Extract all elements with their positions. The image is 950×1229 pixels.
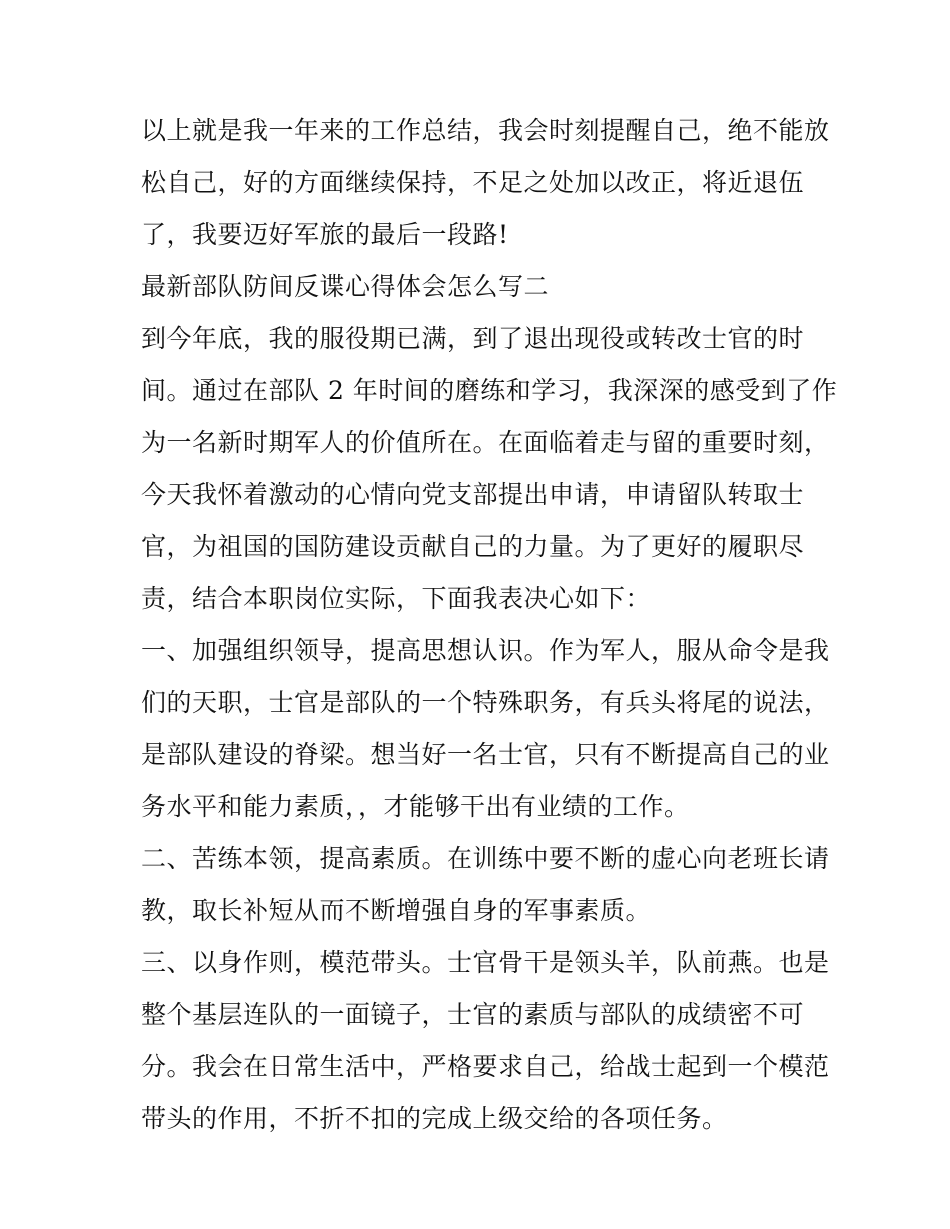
- text-line: 以上就是我一年来的工作总结，我会时刻提醒自己，绝不能放: [141, 116, 830, 145]
- text-line: 松自己，好的方面继续保持，不足之处加以改正，将近退伍: [141, 168, 805, 197]
- text-line: 带头的作用，不折不扣的完成上级交给的各项任务。: [141, 1104, 728, 1133]
- text-line: 为一名新时期军人的价值所在。在面临着走与留的重要时刻，: [141, 428, 830, 457]
- text-line: 分。我会在日常生活中，严格要求自己，给战士起到一个模范: [141, 1052, 830, 1081]
- text-line: 间。通过在部队 2 年时间的磨练和学习，我深深的感受到了作: [141, 376, 838, 405]
- text-line: 二、苦练本领，提高素质。在训练中要不断的虚心向老班长请: [141, 844, 830, 873]
- text-line: 一、加强组织领导，提高思想认识。作为军人，服从命令是我: [141, 636, 830, 665]
- text-line: 教，取长补短从而不断增强自身的军事素质。: [141, 896, 652, 925]
- text-line: 是部队建设的脊梁。想当好一名士官，只有不断提高自己的业: [141, 740, 830, 769]
- text-line: 官，为祖国的国防建设贡献自己的力量。为了更好的履职尽: [141, 532, 805, 561]
- text-line: 整个基层连队的一面镜子，士官的素质与部队的成绩密不可: [141, 1000, 805, 1029]
- text-line: 三、以身作则，模范带头。士官骨干是领头羊，队前燕。也是: [141, 948, 830, 977]
- text-line: 了，我要迈好军旅的最后一段路!: [141, 220, 509, 249]
- text-line: 责，结合本职岗位实际，下面我表决心如下：: [141, 584, 652, 613]
- section-heading: 最新部队防间反谍心得体会怎么写二: [141, 272, 550, 301]
- text-line: 务水平和能力素质，，才能够干出有业绩的工作。: [141, 792, 690, 821]
- text-line: 到今年底，我的服役期已满，到了退出现役或转改士官的时: [141, 324, 805, 353]
- text-line: 今天我怀着激动的心情向党支部提出申请，申请留队转取士: [141, 480, 805, 509]
- text-line: 们的天职，士官是部队的一个特殊职务，有兵头将尾的说法，: [141, 688, 830, 717]
- document-body: [141, 105, 838, 1145]
